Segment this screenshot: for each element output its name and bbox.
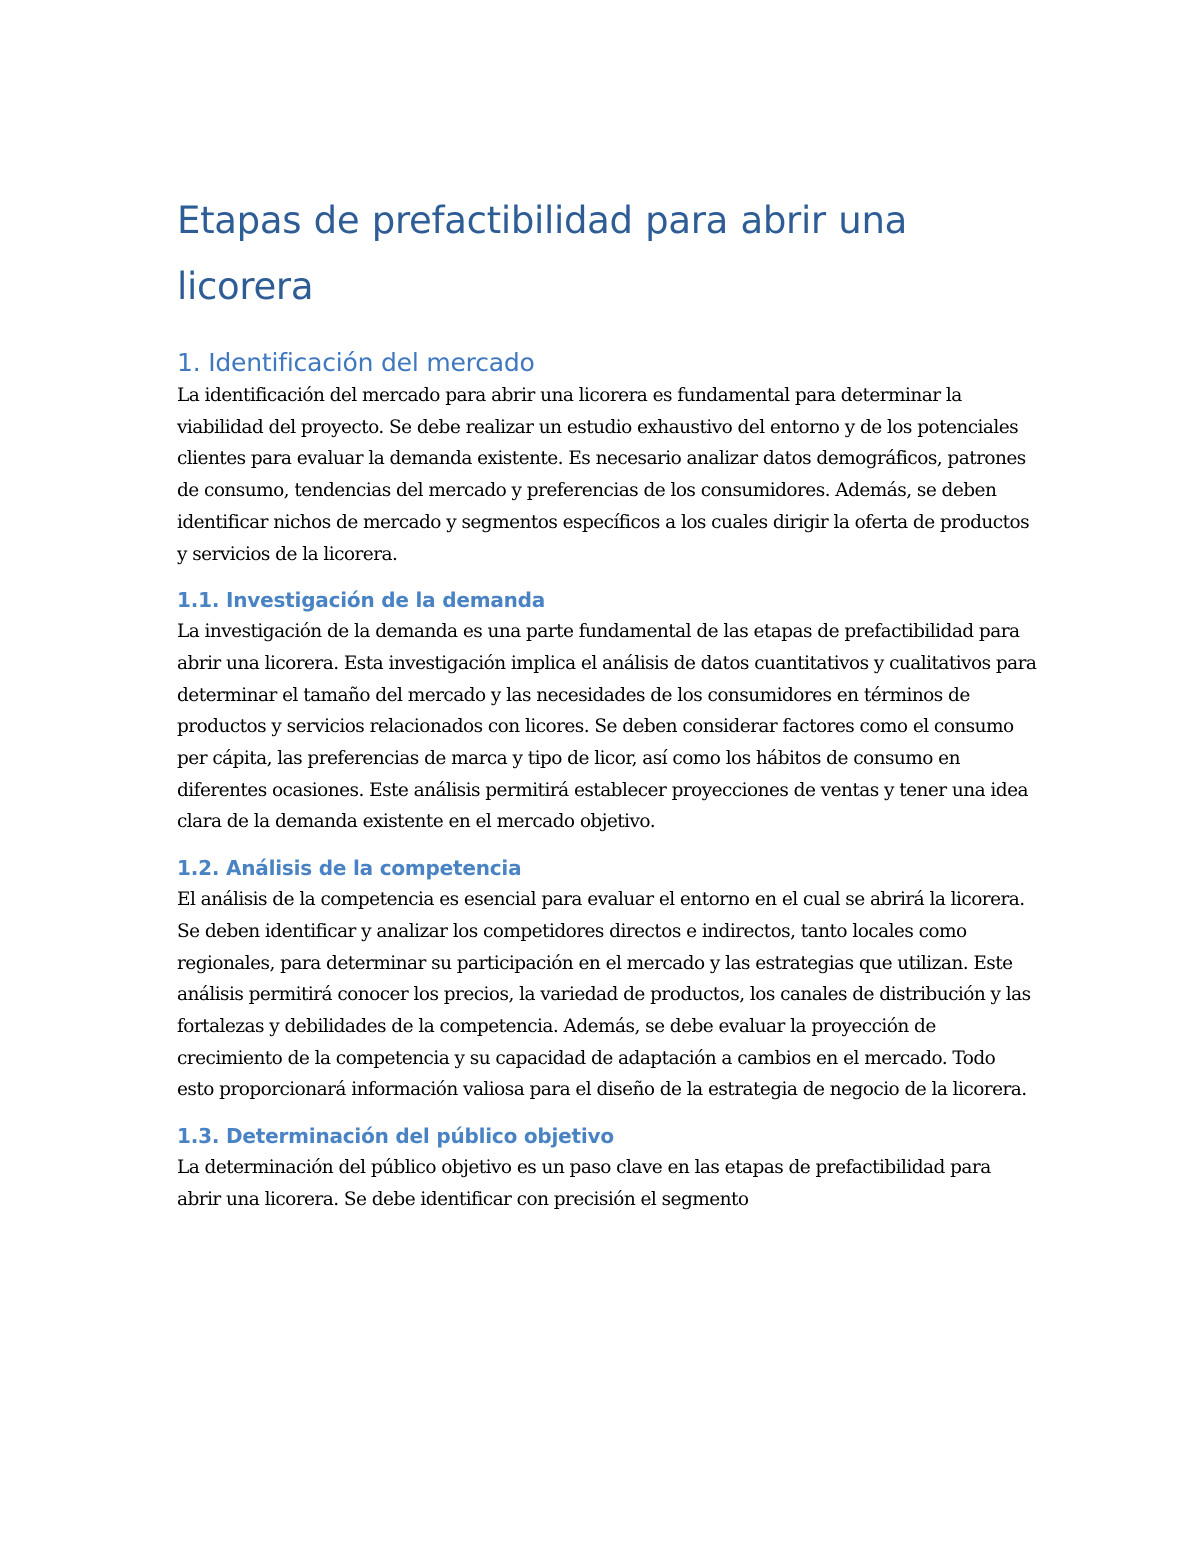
section-heading-demanda: 1.1. Investigación de la demanda <box>177 588 546 613</box>
section-heading-identificacion: 1. Identificación del mercado <box>177 348 535 377</box>
section-body-demanda: La investigación de la demanda es una parte fundamental de las etapas de prefactibilidad para abrir una licorera. Esta investigación implica el análisis de datos cuantitativos y cualitativos para determinar el tamaño del mercado y las necesidades de los consumidores en términos de productos y servicios relacionados con licores. Se deben considerar factores como el consumo per cápita, las preferencias de marca y tipo de licor, así como los hábitos de consumo en diferentes ocasiones. Este análisis permitirá establecer proyecciones de ventas y tener una idea clara de la demanda existente en el mercado objetivo. <box>177 621 1037 833</box>
section-heading-publico-objetivo: 1.3. Determinación del público objetivo <box>177 1124 614 1149</box>
section-heading-competencia: 1.2. Análisis de la competencia <box>177 856 522 881</box>
section-body-identificacion: La identificación del mercado para abrir una licorera es fundamental para determinar la viabilidad del proyecto. Se debe realizar un estudio exhaustivo del entorno y de los potenciales clientes para evaluar la demanda existente. Es necesario analizar datos demográficos, patrones de consumo, tendencias del mercado y preferencias de los consumidores. Además, se deben identificar nichos de mercado y segmentos específicos a los cuales dirigir la oferta de productos y servicios de la licorera. <box>177 385 1030 565</box>
document-title: Etapas de prefactibilidad para abrir una licorera <box>177 199 907 308</box>
section-body-competencia: El análisis de la competencia es esencial para evaluar el entorno en el cual se abrirá la licorera. Se deben identificar y analizar los competidores directos e indirectos, tanto locales como regionales, para determinar su participación en el mercado y las estrategias que utilizan. Este análisis permitirá conocer los precios, la variedad de productos, los canales de distribución y las fortalezas y debilidades de la competencia. Además, se debe evaluar la proyección de crecimiento de la competencia y su capacidad de adaptación a cambios en el mercado. Todo esto proporcionará información valiosa para el diseño de la estrategia de negocio de la licorera. <box>177 889 1031 1101</box>
document-page <box>177 188 1037 1215</box>
section-body-publico-objetivo: La determinación del público objetivo es un paso clave en las etapas de prefactibilidad para abrir una licorera. Se debe identificar con precisión el segmento <box>177 1157 991 1210</box>
